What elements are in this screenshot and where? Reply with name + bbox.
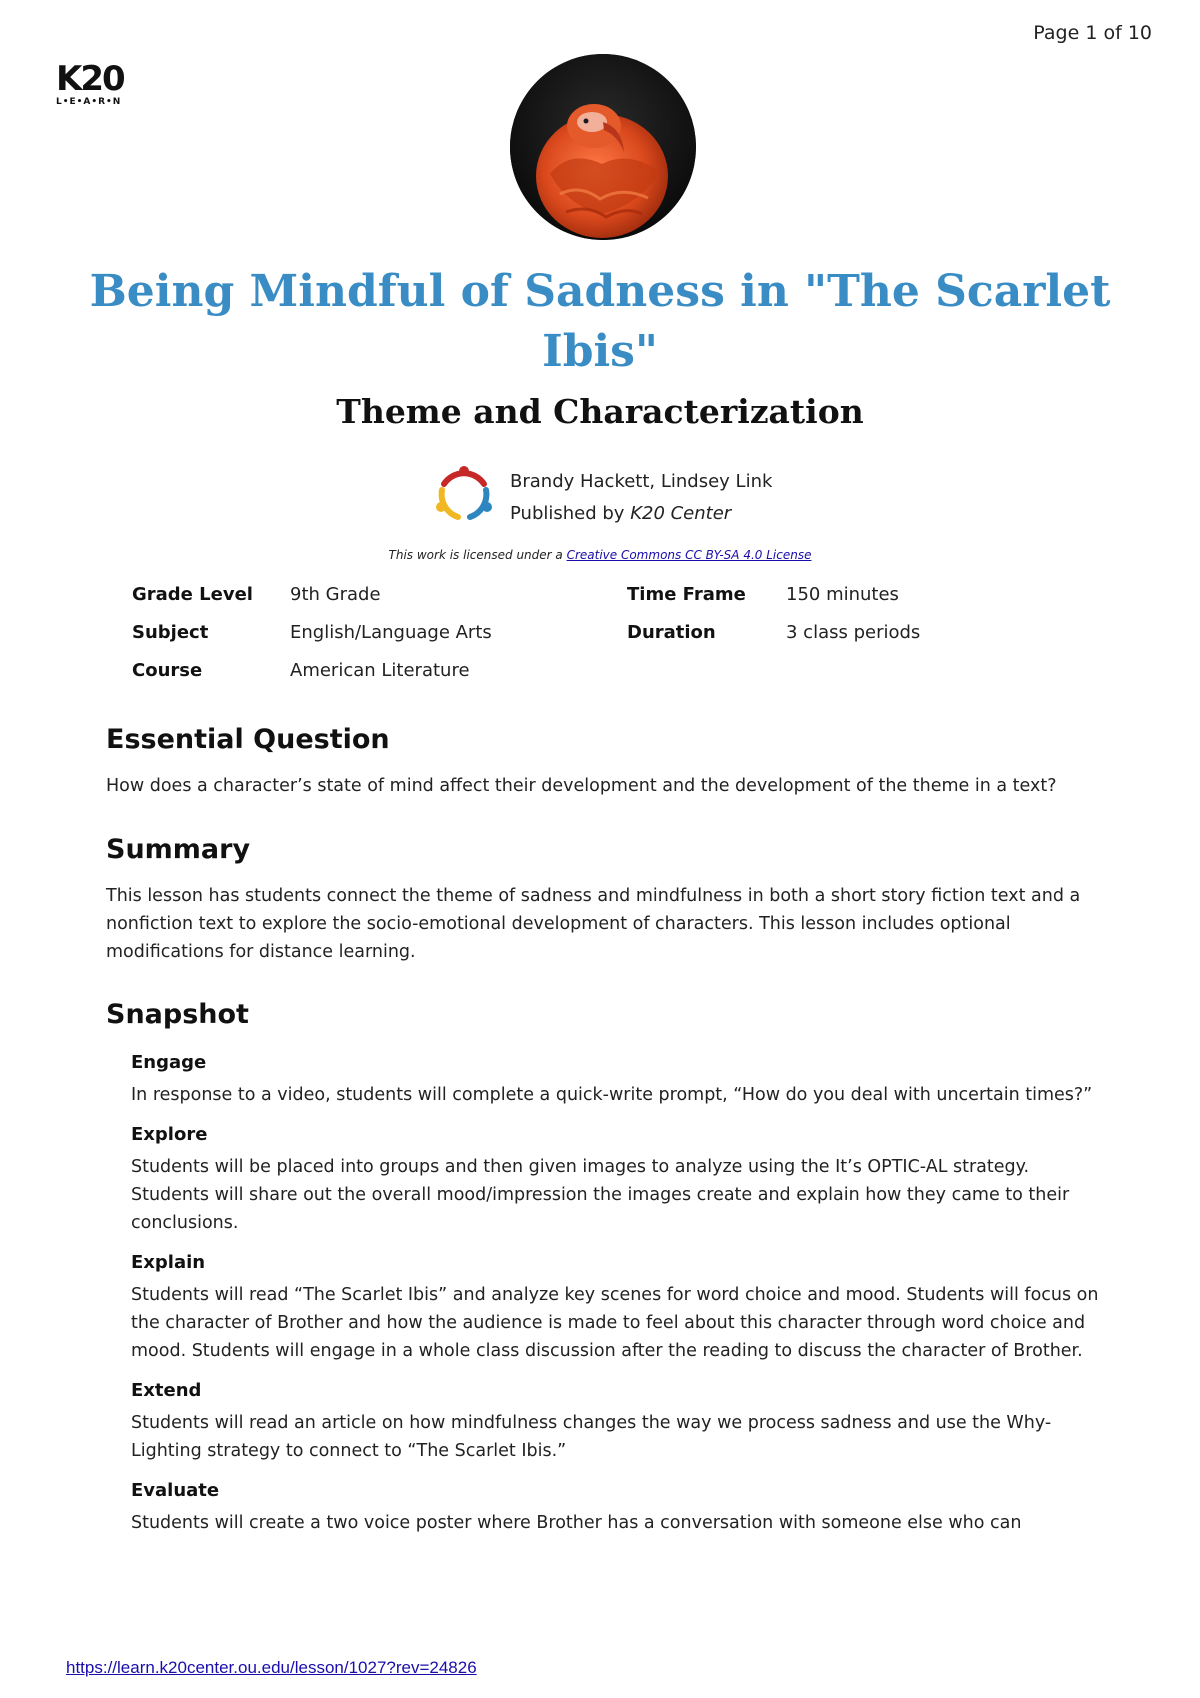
lesson-subtitle: Theme and Characterization (336, 392, 864, 431)
duration-value: 3 class periods (786, 622, 921, 643)
summary-text: This lesson has students connect the theme of sadness and mindfulness in both a short story fiction text and a nonfiction text to explore the socio-emotional development of characters. This lesson includes optional modifications for distance learning. (106, 886, 1081, 962)
snapshot-label: Explain (131, 1252, 206, 1273)
subject-label: Subject (132, 622, 209, 643)
snapshot-label: Explore (131, 1124, 208, 1145)
logo-main-text: K20 (56, 59, 124, 99)
meta-row (132, 622, 1032, 660)
authors-block (432, 462, 852, 528)
meta-row (132, 660, 1032, 698)
published-prefix: Published by (510, 503, 631, 524)
course-value: American Literature (290, 660, 470, 681)
snapshot-text: Students will read “The Scarlet Ibis” and analyze key scenes for word choice and mood. Students will focus on the character of Brother and how the audience is made to feel about this character through word choice and mood. Students will engage in a whole class discussion after the reading to discuss the character of Brother. (131, 1285, 1099, 1361)
snapshot-label: Engage (131, 1052, 207, 1073)
license-link[interactable]: Creative Commons CC BY-SA 4.0 License (566, 548, 812, 562)
license-note (60, 548, 1140, 562)
page-number: Page 1 of 10 (1033, 22, 1152, 44)
snapshot-heading: Snapshot (106, 999, 249, 1030)
snapshot-item-evaluate (131, 1477, 1101, 1537)
scarlet-ibis-photo (510, 54, 696, 240)
snapshot-item-explain (131, 1249, 1101, 1365)
subject-value: English/Language Arts (290, 622, 492, 643)
duration-label: Duration (627, 622, 716, 643)
snapshot-item-explore (131, 1121, 1101, 1237)
ibis-illustration (510, 54, 696, 240)
license-prefix: This work is licensed under a (388, 548, 567, 562)
footer-lesson-link[interactable]: https://learn.k20center.ou.edu/lesson/1027?rev=24826 (66, 1658, 477, 1677)
snapshot-label: Evaluate (131, 1480, 220, 1501)
published-by (510, 498, 772, 530)
meta-row (132, 584, 1032, 622)
snapshot-item-engage (131, 1049, 1101, 1109)
snapshot-item-extend (131, 1377, 1101, 1465)
k20-logo (56, 59, 126, 107)
snapshot-text: Students will be placed into groups and then given images to analyze using the It’s OPTIC-AL strategy. Students will share out the overall mood/impression the images create and explain how they came to their conclusions. (131, 1157, 1070, 1233)
publisher-name: K20 Center (630, 503, 732, 524)
authors-names: Brandy Hackett, Lindsey Link (510, 471, 773, 492)
summary-heading: Summary (106, 834, 251, 865)
time-frame-value: 150 minutes (786, 584, 899, 605)
k20-people-circle-icon (432, 462, 496, 526)
lesson-title: Being Mindful of Sadness in "The Scarlet Ibis" (89, 266, 1111, 377)
essential-question-text: How does a character’s state of mind affect their development and the development of the theme in a text? (106, 776, 1057, 796)
snapshot-text: In response to a video, students will complete a quick-write prompt, “How do you deal with uncertain times?” (131, 1085, 1093, 1105)
time-frame-label: Time Frame (627, 584, 746, 605)
grade-level-value: 9th Grade (290, 584, 381, 605)
snapshot-list (131, 1049, 1101, 1549)
snapshot-text: Students will read an article on how mindfulness changes the way we process sadness and use the Why-Lighting strategy to connect to “The Scarlet Ibis.” (131, 1413, 1052, 1461)
course-label: Course (132, 660, 203, 681)
logo-sub-text: L•E•A•R•N (56, 97, 122, 107)
lesson-meta (132, 584, 1032, 698)
essential-question-heading: Essential Question (106, 724, 390, 755)
snapshot-label: Extend (131, 1380, 202, 1401)
grade-level-label: Grade Level (132, 584, 253, 605)
snapshot-text: Students will create a two voice poster where Brother has a conversation with someone else who can (131, 1513, 1022, 1533)
